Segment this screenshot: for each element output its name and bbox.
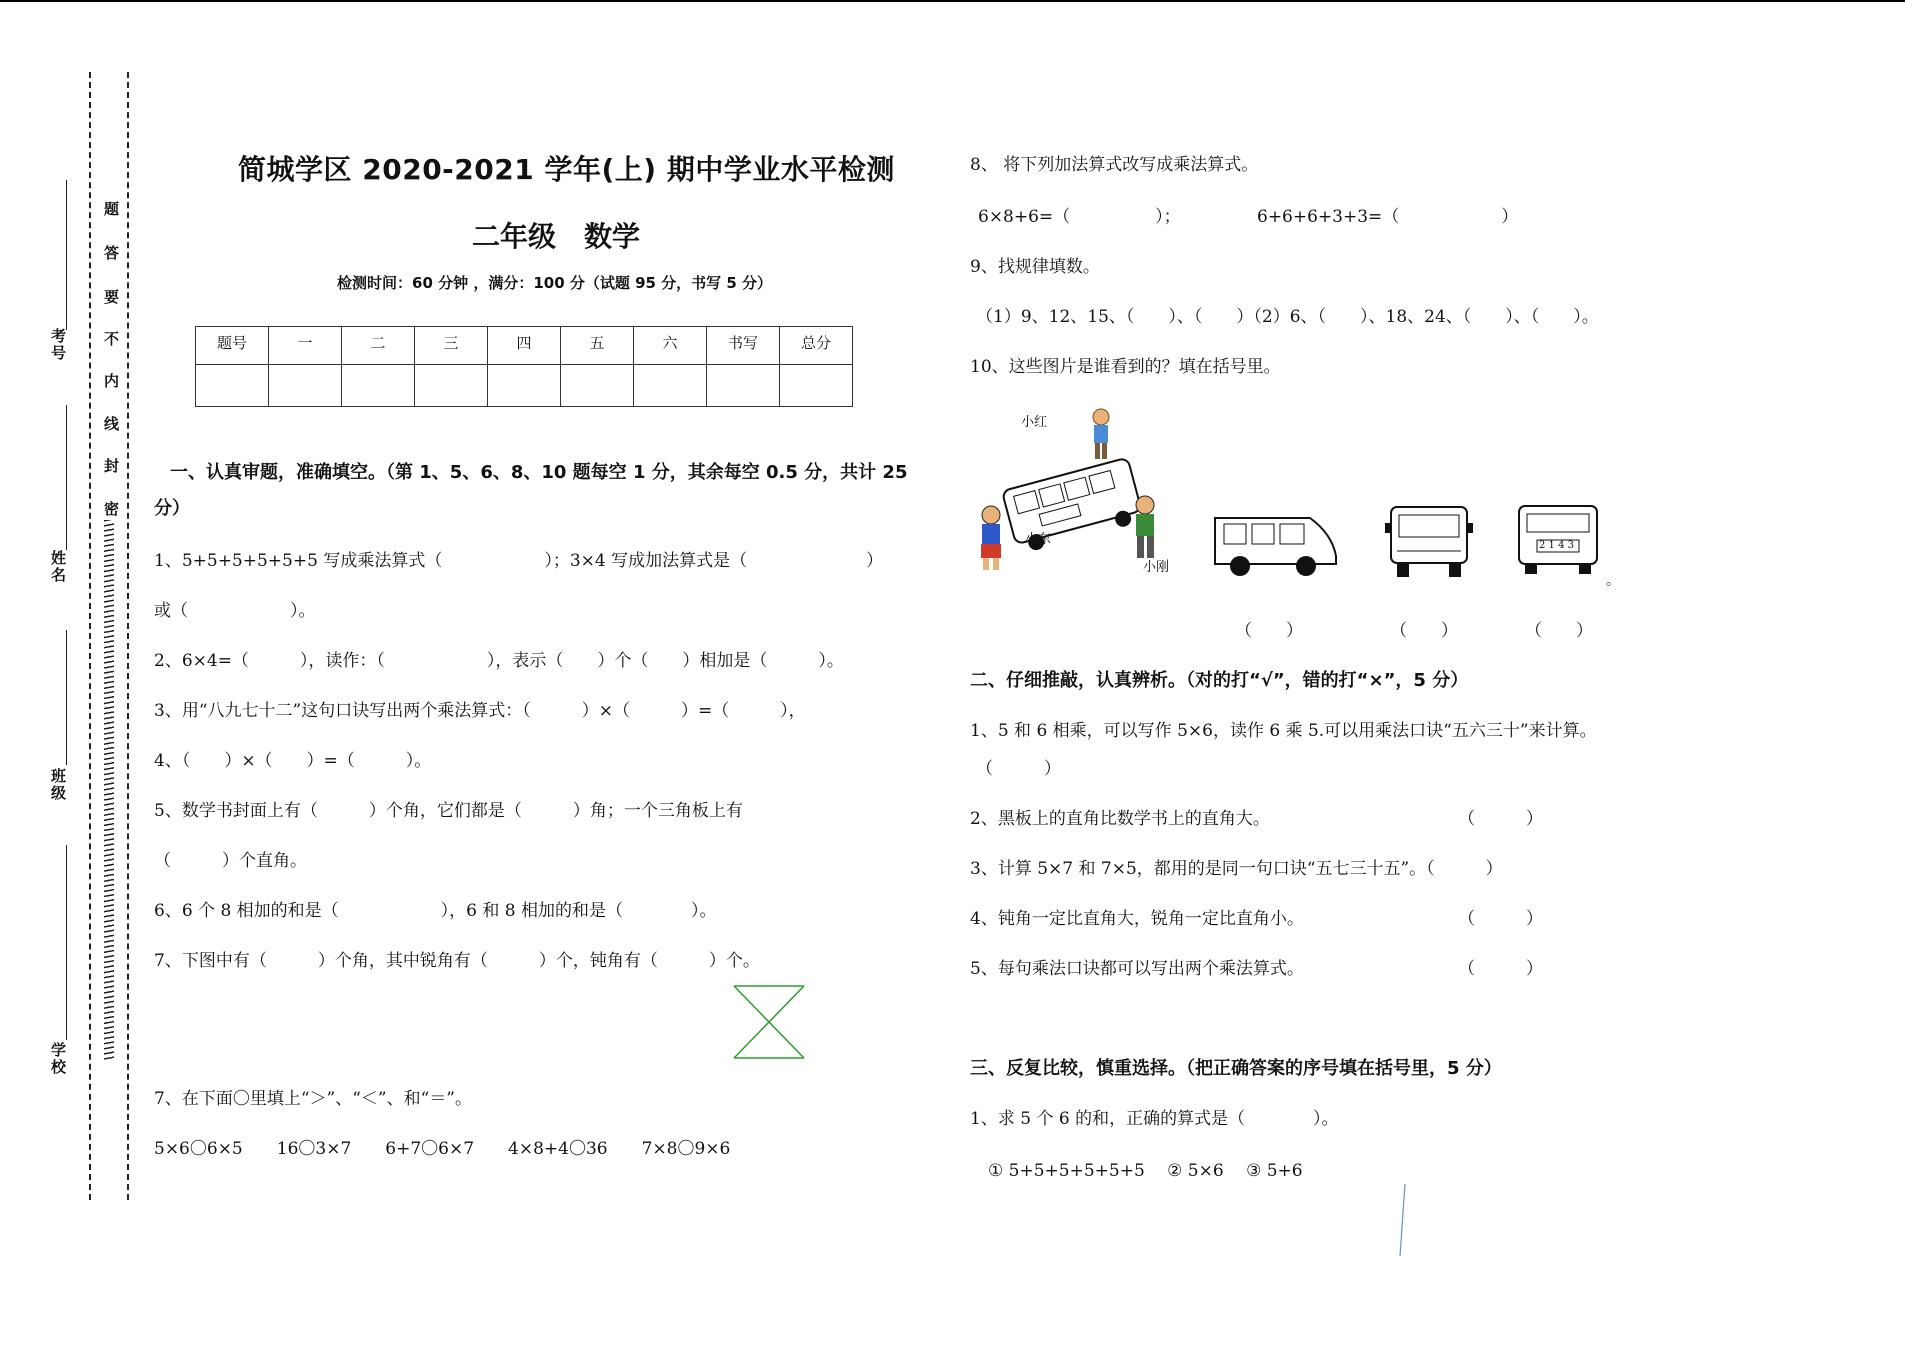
exam-no-line bbox=[66, 180, 67, 330]
question-8b: 6+6+6+3+3=（ ） bbox=[1257, 207, 1519, 227]
bus-plate-number: 2 1 4 3 bbox=[1539, 540, 1574, 551]
question-1-cont: 或（ ）。 bbox=[154, 601, 316, 621]
exam-subtitle: 二年级 数学 bbox=[472, 220, 641, 253]
question-4: 4、（ ）×（ ）=（ ）。 bbox=[154, 751, 432, 771]
stray-pen-line bbox=[1398, 1182, 1408, 1258]
score-table-blank-row bbox=[196, 365, 853, 407]
judge-1: 1、5 和 6 相乘，可以写作 5×6，读作 6 乘 5.可以用乘法口诀“五六三十”来计算。 bbox=[970, 721, 1597, 741]
section1-heading: 一、认真审题，准确填空。（第 1、5、6、8、10 题每空 1 分，其余每空 0.5 分，共计 25 bbox=[170, 462, 908, 483]
question-10: 10、这些图片是谁看到的？填在括号里。 bbox=[970, 357, 1281, 377]
angle-figure bbox=[732, 984, 806, 1060]
score-header-cell: 四 bbox=[488, 327, 561, 365]
question-2: 2、6×4=（ ），读作：（ ），表示（ ）个（ ）相加是（ ）。 bbox=[154, 651, 844, 671]
score-cell[interactable] bbox=[488, 365, 561, 407]
label-xiaodong: 小东 bbox=[1025, 532, 1052, 547]
section2-heading: 二、仔细推敲，认真辨析。（对的打“√”，错的打“×”，5 分） bbox=[970, 670, 1469, 691]
question-9a: （1）9、12、15、（ ）、（ ）（2）6、（ ）、18、24、（ ）、（ ）。 bbox=[976, 307, 1599, 327]
seal-char: 题 bbox=[104, 200, 120, 218]
exam-title: 简城学区 2020-2021 学年(上) 期中学业水平检测 bbox=[238, 153, 895, 186]
judge-2: 2、黑板上的直角比数学书上的直角大。 bbox=[970, 809, 1270, 829]
answer-paren-1[interactable]: （ ） bbox=[1235, 621, 1303, 641]
judge-2-paren[interactable]: （ ） bbox=[1458, 809, 1543, 829]
score-cell[interactable] bbox=[342, 365, 415, 407]
question-8a: 6×8+6=（ ）； bbox=[978, 207, 1181, 227]
section3-heading: 三、反复比较，慎重选择。（把正确答案的序号填在括号里，5 分） bbox=[970, 1058, 1502, 1079]
name-label: 姓名 bbox=[49, 550, 67, 584]
judge-5: 5、每句乘法口诀都可以写出两个乘法算式。 bbox=[970, 959, 1304, 979]
seal-char: 不 bbox=[104, 330, 120, 348]
label-xiaogang: 小刚 bbox=[1143, 560, 1170, 575]
seal-char: 密 bbox=[104, 500, 120, 518]
score-cell[interactable] bbox=[415, 365, 488, 407]
question-9: 9、找规律填数。 bbox=[970, 257, 1100, 277]
question-5-cont: （ ）个直角。 bbox=[154, 851, 307, 871]
class-label: 班级 bbox=[49, 768, 67, 802]
question-6: 6、6 个 8 相加的和是（ ），6 和 8 相加的和是（ ）。 bbox=[154, 901, 717, 921]
score-table bbox=[195, 326, 853, 407]
bus-front-view bbox=[1383, 503, 1475, 579]
question-3: 3、用“八九七十二”这句口诀写出两个乘法算式：（ ）×（ ）=（ ）， bbox=[154, 701, 806, 721]
score-header-cell: 六 bbox=[634, 327, 707, 365]
binding-dash-inner bbox=[127, 72, 129, 1200]
question-8: 8、 将下列加法算式改写成乘法算式。 bbox=[970, 155, 1259, 175]
seal-char: 线 bbox=[104, 415, 120, 433]
seal-char: 答 bbox=[104, 244, 120, 262]
judge-1-paren[interactable]: （ ） bbox=[976, 759, 1061, 779]
binding-hatch bbox=[104, 520, 114, 1060]
bus-back-view bbox=[1513, 502, 1603, 576]
judge-3: 3、计算 5×7 和 7×5，都用的是同一句口诀“五七三十五”。（ ） bbox=[970, 859, 1503, 879]
question-7b: 7、在下面〇里填上“＞”、“＜”、和“＝”。 bbox=[154, 1089, 472, 1109]
score-header-cell: 书写 bbox=[707, 327, 780, 365]
seal-char: 内 bbox=[104, 372, 120, 390]
score-header-cell: 三 bbox=[415, 327, 488, 365]
score-header-cell: 一 bbox=[269, 327, 342, 365]
bus-side-view bbox=[1212, 512, 1340, 578]
score-header-cell: 总分 bbox=[780, 327, 853, 365]
score-cell[interactable] bbox=[561, 365, 634, 407]
question-5: 5、数学书封面上有（ ）个角，它们都是（ ）角；一个三角板上有 bbox=[154, 801, 743, 821]
score-header-cell: 五 bbox=[561, 327, 634, 365]
score-cell[interactable] bbox=[269, 365, 342, 407]
judge-4-paren[interactable]: （ ） bbox=[1458, 909, 1543, 929]
question-1: 1、5+5+5+5+5+5 写成乘法算式（ ）；3×4 写成加法算式是（ ） bbox=[154, 551, 884, 571]
question-7: 7、下图中有（ ）个角，其中锐角有（ ）个，钝角有（ ）个。 bbox=[154, 951, 760, 971]
exam-no-label: 考号 bbox=[49, 328, 67, 362]
score-header-cell: 题号 bbox=[196, 327, 269, 365]
class-line bbox=[66, 630, 67, 765]
name-line bbox=[66, 405, 67, 550]
section1-heading-cont: 分） bbox=[154, 498, 190, 519]
score-cell[interactable] bbox=[196, 365, 269, 407]
judge-5-paren[interactable]: （ ） bbox=[1458, 959, 1543, 979]
choice-1: 1、求 5 个 6 的和，正确的算式是（ ）。 bbox=[970, 1109, 1339, 1129]
score-cell[interactable] bbox=[780, 365, 853, 407]
compare-row: 5×6〇6×5 16〇3×7 6+7〇6×7 4×8+4〇36 7×8〇9×6 bbox=[154, 1139, 731, 1159]
score-cell[interactable] bbox=[707, 365, 780, 407]
score-table-header-row bbox=[196, 327, 853, 365]
school-line bbox=[66, 845, 67, 1040]
answer-paren-2[interactable]: （ ） bbox=[1390, 621, 1458, 641]
choice-1-options: ① 5+5+5+5+5+5 ② 5×6 ③ 5+6 bbox=[988, 1161, 1303, 1181]
exam-info: 检测时间：60 分钟 ，满分：100 分（试题 95 分，书写 5 分） bbox=[337, 274, 773, 292]
judge-4: 4、钝角一定比直角大，锐角一定比直角小。 bbox=[970, 909, 1304, 929]
score-header-cell: 二 bbox=[342, 327, 415, 365]
answer-paren-3[interactable]: （ ） bbox=[1525, 621, 1593, 641]
school-label: 学校 bbox=[49, 1042, 67, 1076]
top-border bbox=[0, 0, 1905, 2]
score-cell[interactable] bbox=[634, 365, 707, 407]
binding-dash-outer bbox=[89, 72, 91, 1200]
seal-char: 封 bbox=[104, 457, 120, 475]
label-xiaohong: 小红 bbox=[1021, 415, 1048, 430]
period-mark: 。 bbox=[1606, 573, 1620, 589]
seal-char: 要 bbox=[104, 288, 120, 306]
